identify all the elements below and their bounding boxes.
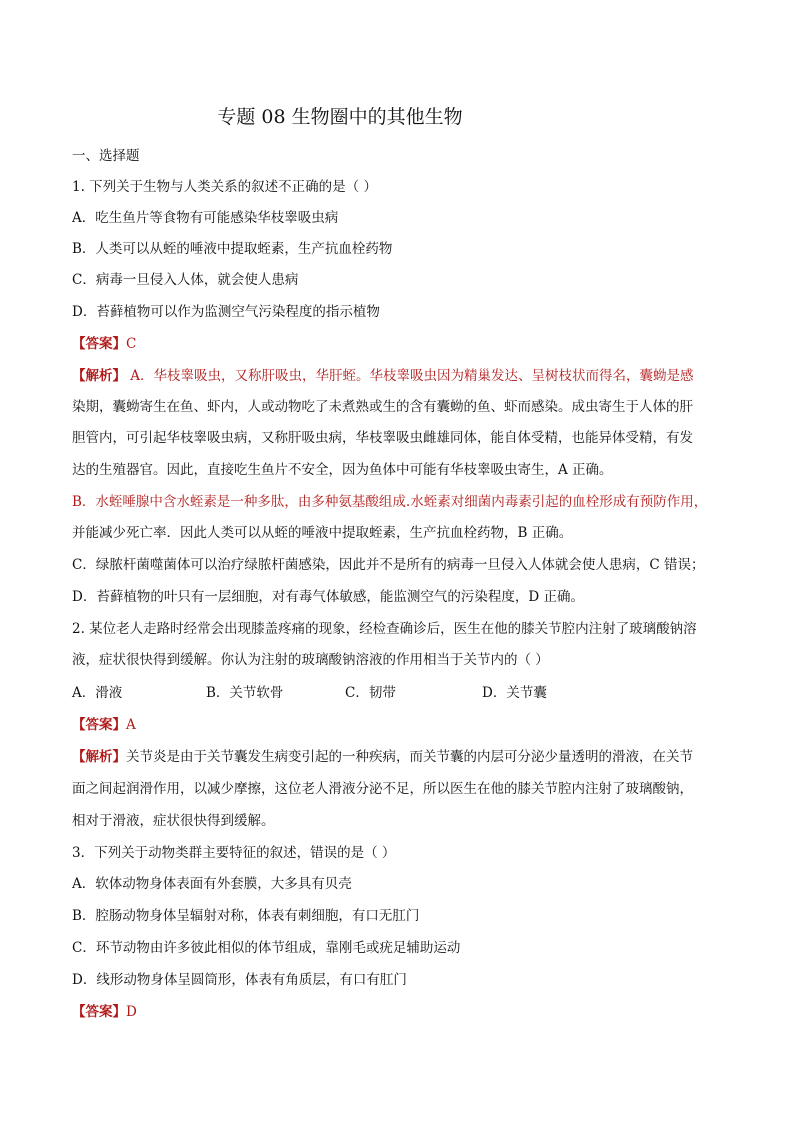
- q2-analysis-line: 面之间起润滑作用，以减少摩擦，这位老人滑液分泌不足，所以医生在他的膝关节腔内注射了玻璃酸钠，: [72, 781, 693, 797]
- answer-label: 【答案】: [72, 1004, 126, 1020]
- q3-option-d: D．线形动物身体呈圆筒形，体表有角质层，有口有肛门: [72, 972, 407, 988]
- q1-analysis-line: 胆管内，可引起华枝睾吸虫病，又称肝吸虫病，华枝睾吸虫雌雄同体，能自体受精，也能异体受精，有发: [72, 430, 693, 446]
- q1-analysis-d-line: D．苔藓植物的叶只有一层细胞，对有毒气体敏感，能监测空气的污染程度，D 正确。: [72, 589, 584, 605]
- analysis-label: 【解析】: [72, 749, 126, 765]
- answer-value: D: [126, 1004, 137, 1020]
- analysis-label: 【解析】: [72, 368, 126, 384]
- q1-analysis-line: 达的生殖器官。因此，直接吃生鱼片不安全，因为鱼体中可能有华枝睾吸虫寄生，A 正确。: [72, 462, 613, 478]
- q3-option-a: A．软体动物身体表面有外套膜，大多具有贝壳: [72, 876, 352, 892]
- q1-option-d: D．苔藓植物可以作为监测空气污染程度的指示植物: [72, 304, 380, 320]
- q3-answer: [72, 1002, 728, 1022]
- q2-analysis-line: 相对于滑液，症状很快得到缓解。: [72, 813, 275, 829]
- section-heading: 一、选择题: [72, 148, 140, 164]
- q1-option-c: C．病毒一旦侵入人体，就会使人患病: [72, 272, 299, 288]
- q1-answer: [72, 334, 728, 354]
- q3-option-b: B．腔肠动物身体呈辐射对称，体表有刺细胞，有口无肛门: [72, 908, 420, 924]
- q3-stem: 3．下列关于动物类群主要特征的叙述，错误的是（ ）: [72, 845, 396, 861]
- q1-analysis-line: 【解析】 A．华枝睾吸虫，又称肝吸虫，华肝蛭。华枝睾吸虫因为精巢发达、呈树枝状而得名，囊蚴是感: [72, 368, 694, 384]
- q1-analysis-line: 染期，囊蚴寄生在鱼、虾内，人或动物吃了未煮熟或生的含有囊蚴的鱼、虾而感染。成虫寄生于人体的肝: [72, 399, 693, 415]
- q1-analysis-b-line: B．水蛭唾腺中含水蛭素是一种多肽，由多种氨基酸组成.水蛭素对细菌内毒素引起的血栓形成有预防作用，: [72, 494, 708, 510]
- answer-value: C: [126, 336, 137, 352]
- q2-option-c: C．韧带: [345, 685, 396, 701]
- q2-stem-line: 液，症状很快得到缓解。你认为注射的玻璃酸钠溶液的作用相当于关节内的（ ）: [72, 652, 549, 668]
- q1-option-b: B．人类可以从蛭的唾液中提取蛭素，生产抗血栓药物: [72, 241, 393, 257]
- q1-analysis-b-line: 并能减少死亡率．因此人类可以从蛭的唾液中提取蛭素，生产抗血栓药物，B 正确。: [72, 525, 573, 541]
- q2-stem-line: 2. 某位老人走路时经常会出现膝盖疼痛的现象，经检查确诊后，医生在他的膝关节腔内注射了玻璃酸钠溶: [72, 621, 697, 637]
- q2-option-a: A．滑液: [72, 685, 123, 701]
- q2-option-d: D．关节囊: [482, 685, 547, 701]
- q3-option-c: C．环节动物由许多彼此相似的体节组成，靠刚毛或疣足辅助运动: [72, 940, 461, 956]
- q1-stem: 1. 下列关于生物与人类关系的叙述不正确的是（ ）: [72, 179, 377, 195]
- answer-value: A: [126, 717, 136, 733]
- q2-options-row: [72, 683, 728, 703]
- q2-answer: [72, 715, 728, 735]
- answer-label: 【答案】: [72, 717, 126, 733]
- q2-option-b: B．关节软骨: [206, 685, 284, 701]
- q1-option-a: A．吃生鱼片等食物有可能感染华枝睾吸虫病: [72, 210, 339, 226]
- q2-analysis-line: 【解析】关节炎是由于关节囊发生病变引起的一种疾病，而关节囊的内层可分泌少量透明的滑液，在关节: [72, 749, 693, 765]
- page-title: 专题 08 生物圈中的其他生物: [217, 106, 463, 128]
- answer-label: 【答案】: [72, 336, 126, 352]
- q1-analysis-c-line: C．绿脓杆菌噬菌体可以治疗绿脓杆菌感染，因此并不是所有的病毒一旦侵入人体就会使人患病，C 错误；: [72, 557, 705, 573]
